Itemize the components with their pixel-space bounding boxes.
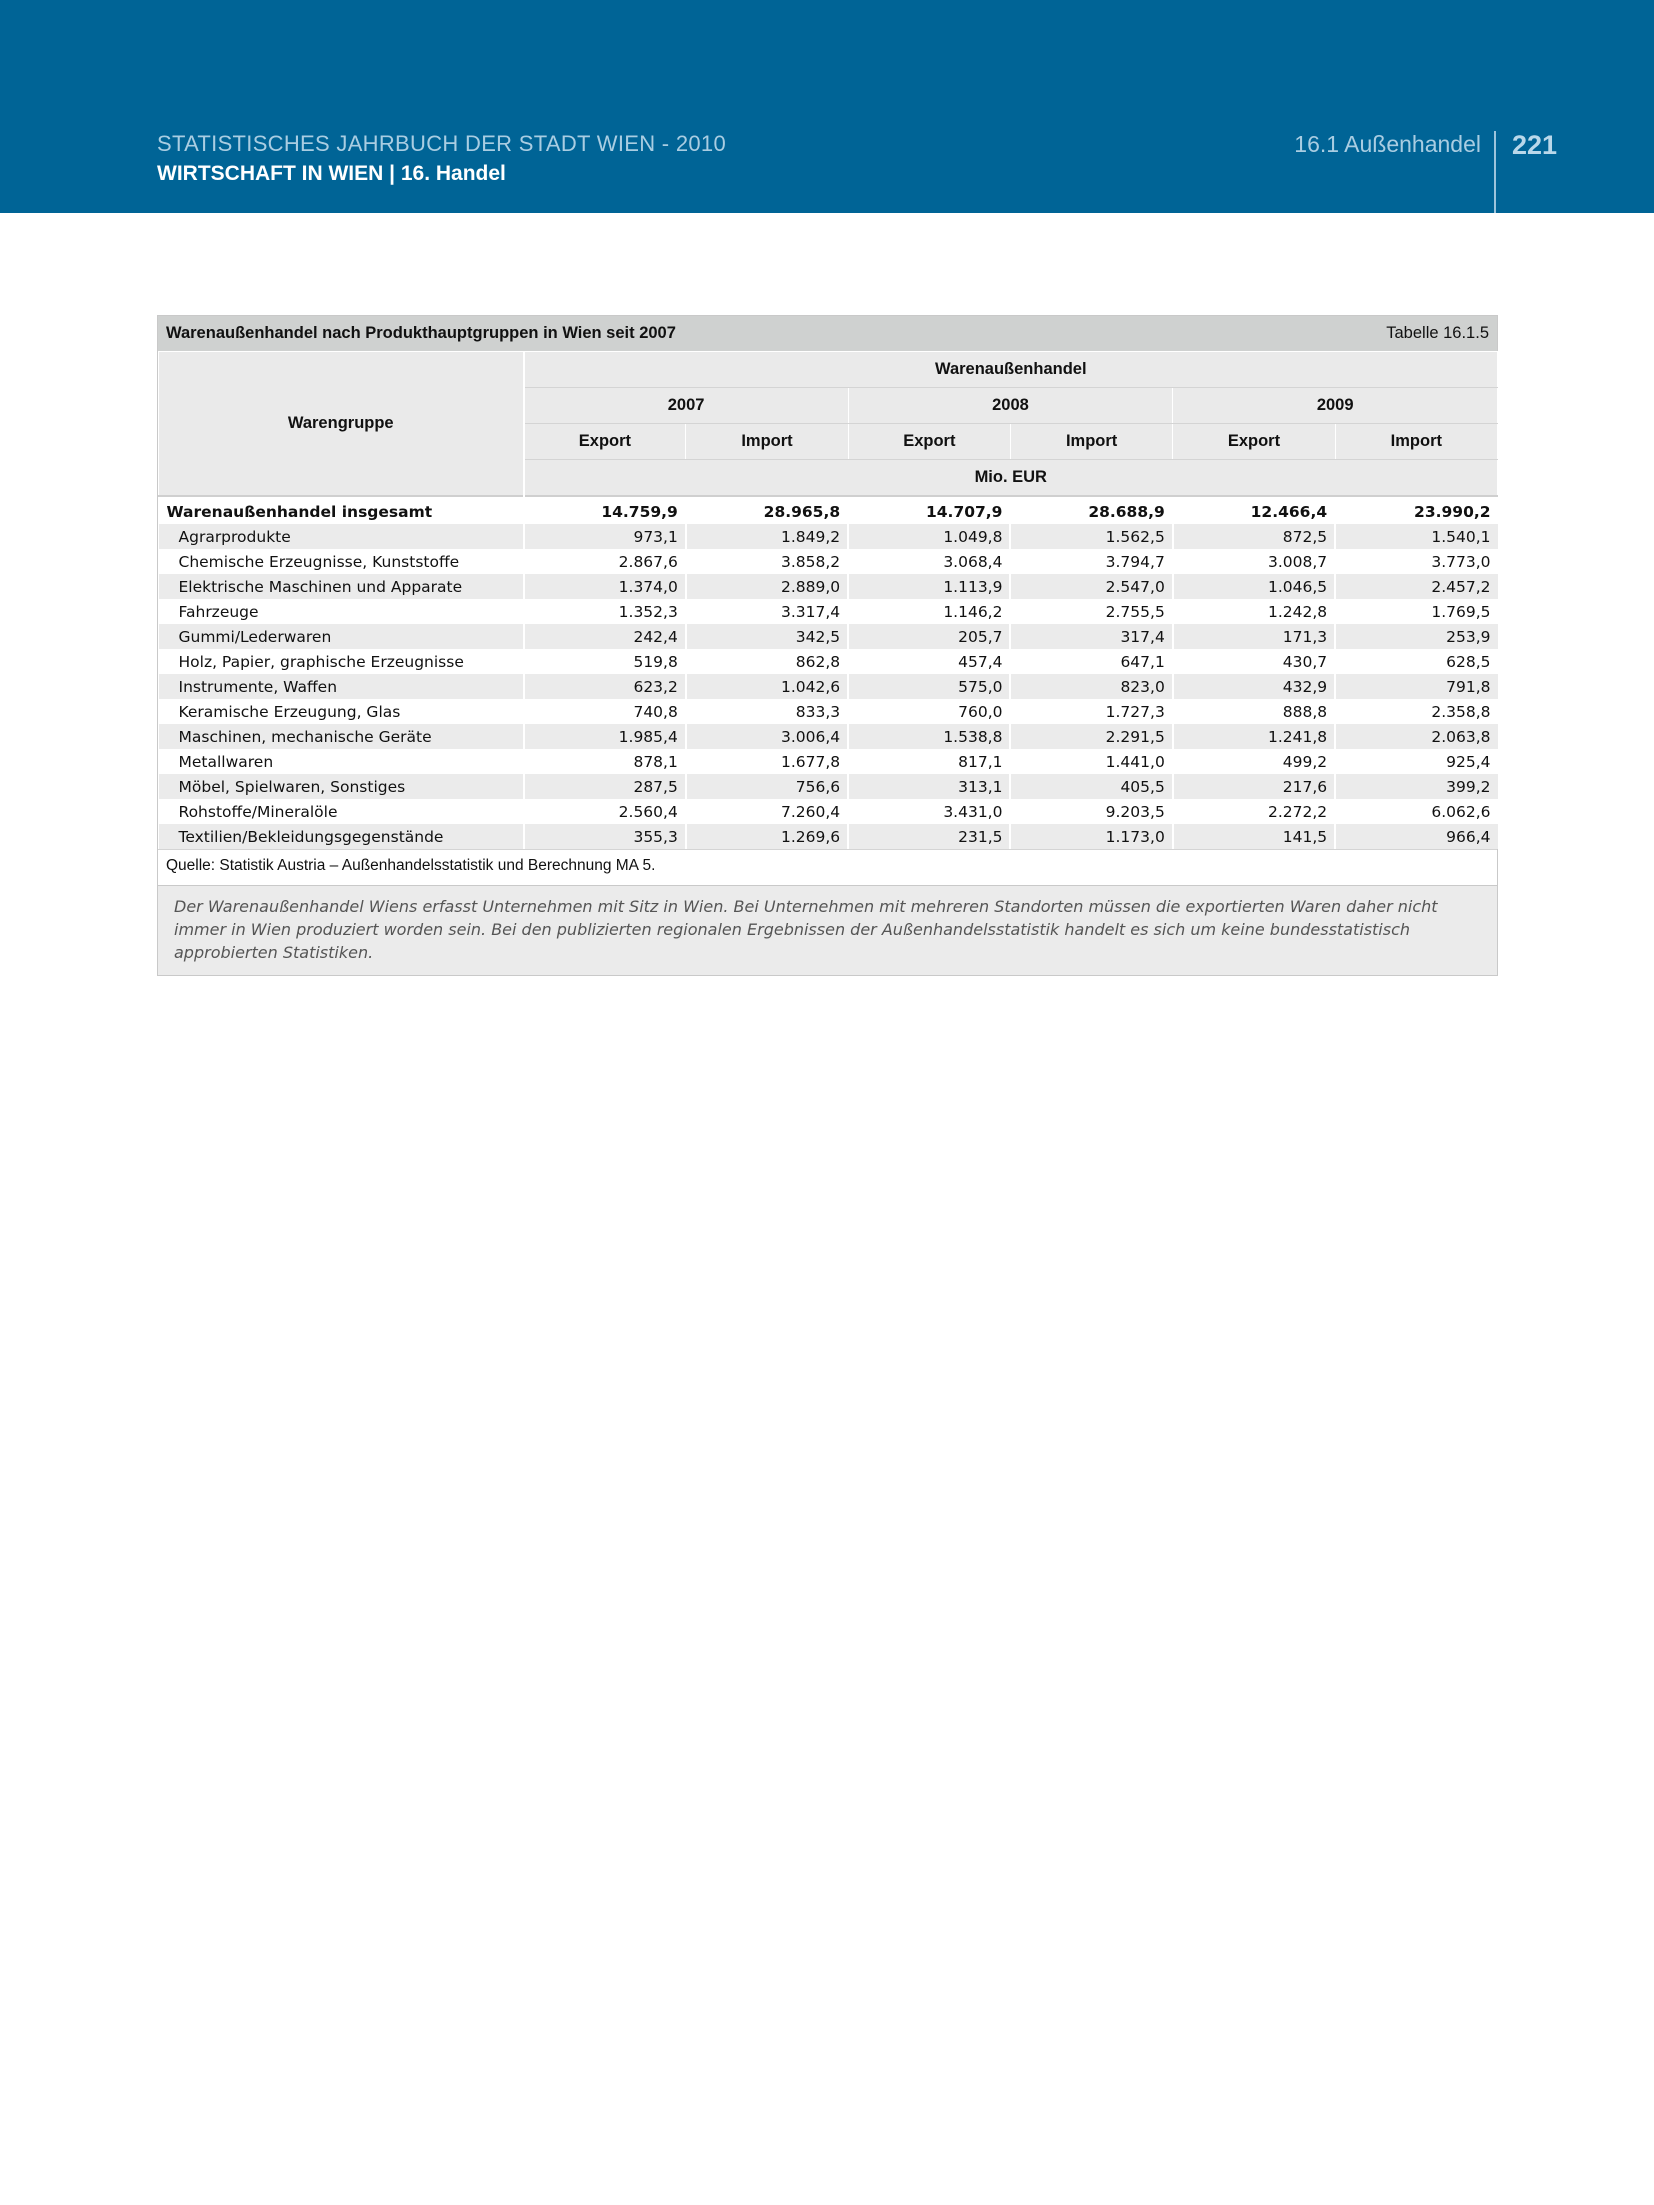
cell-value: 242,4 <box>524 624 686 649</box>
cell-value: 2.867,6 <box>524 549 686 574</box>
row-label: Gummi/Lederwaren <box>159 624 524 649</box>
cell-value: 925,4 <box>1335 749 1497 774</box>
cell-value: 2.547,0 <box>1010 574 1172 599</box>
row-label: Instrumente, Waffen <box>159 674 524 699</box>
cell-value: 313,1 <box>848 774 1010 799</box>
row-label: Fahrzeuge <box>159 599 524 624</box>
cell-value: 575,0 <box>848 674 1010 699</box>
header-export-2008: Export <box>848 424 1010 460</box>
table-title: Warenaußenhandel nach Produkthauptgruppen in Wien seit 2007 <box>166 324 676 342</box>
cell-value: 740,8 <box>524 699 686 724</box>
cell-value: 3.431,0 <box>848 799 1010 824</box>
cell-value: 2.358,8 <box>1335 699 1497 724</box>
table-note: Der Warenaußenhandel Wiens erfasst Unternehmen mit Sitz in Wien. Bei Unternehmen mit mehreren Standorten müssen die exportierten Waren daher nicht immer in Wien produziert worden sein. Bei den publizierten regionalen Ergebnissen der Außenhandelsstatistik handelt es sich um keine bundesstatistisch approbierten Statistiken. <box>158 885 1497 975</box>
table-row <box>159 799 1498 824</box>
cell-value: 1.985,4 <box>524 724 686 749</box>
cell-value: 1.538,8 <box>848 724 1010 749</box>
row-label: Keramische Erzeugung, Glas <box>159 699 524 724</box>
cell-value: 432,9 <box>1173 674 1335 699</box>
cell-value: 2.889,0 <box>686 574 848 599</box>
header-export-2007: Export <box>524 424 686 460</box>
cell-value: 878,1 <box>524 749 686 774</box>
cell-value: 171,3 <box>1173 624 1335 649</box>
cell-value: 1.042,6 <box>686 674 848 699</box>
cell-value: 1.441,0 <box>1010 749 1172 774</box>
cell-value: 1.540,1 <box>1335 524 1497 549</box>
cell-value: 1.146,2 <box>848 599 1010 624</box>
row-label: Warenaußenhandel insgesamt <box>159 496 524 524</box>
cell-value: 253,9 <box>1335 624 1497 649</box>
cell-value: 623,2 <box>524 674 686 699</box>
cell-value: 1.173,0 <box>1010 824 1172 849</box>
cell-value: 6.062,6 <box>1335 799 1497 824</box>
cell-value: 1.562,5 <box>1010 524 1172 549</box>
cell-value: 1.374,0 <box>524 574 686 599</box>
cell-value: 9.203,5 <box>1010 799 1172 824</box>
header-year-2009: 2009 <box>1173 388 1498 424</box>
table-row <box>159 674 1498 699</box>
cell-value: 1.241,8 <box>1173 724 1335 749</box>
cell-value: 519,8 <box>524 649 686 674</box>
cell-value: 1.849,2 <box>686 524 848 549</box>
row-label: Metallwaren <box>159 749 524 774</box>
cell-value: 817,1 <box>848 749 1010 774</box>
cell-value: 7.260,4 <box>686 799 848 824</box>
publication-title: STATISTISCHES JAHRBUCH DER STADT WIEN - 2010 <box>157 131 726 156</box>
row-label: Textilien/Bekleidungsgegenstände <box>159 824 524 849</box>
cell-value: 2.755,5 <box>1010 599 1172 624</box>
cell-value: 430,7 <box>1173 649 1335 674</box>
cell-value: 1.769,5 <box>1335 599 1497 624</box>
cell-value: 28.965,8 <box>686 496 848 524</box>
page-number: 221 <box>1512 130 1558 160</box>
row-label: Holz, Papier, graphische Erzeugnisse <box>159 649 524 674</box>
cell-value: 862,8 <box>686 649 848 674</box>
row-label: Elektrische Maschinen und Apparate <box>159 574 524 599</box>
cell-value: 231,5 <box>848 824 1010 849</box>
table-row <box>159 524 1498 549</box>
cell-value: 2.560,4 <box>524 799 686 824</box>
cell-value: 2.457,2 <box>1335 574 1497 599</box>
cell-value: 205,7 <box>848 624 1010 649</box>
cell-value: 833,3 <box>686 699 848 724</box>
trade-table <box>158 351 1498 849</box>
header-import-2008: Import <box>1010 424 1172 460</box>
table-row <box>159 749 1498 774</box>
header-export-2009: Export <box>1173 424 1335 460</box>
header-year-2008: 2008 <box>848 388 1173 424</box>
row-label: Maschinen, mechanische Geräte <box>159 724 524 749</box>
cell-value: 823,0 <box>1010 674 1172 699</box>
table-row-total <box>159 496 1498 524</box>
cell-value: 3.773,0 <box>1335 549 1497 574</box>
table-row <box>159 724 1498 749</box>
cell-value: 3.317,4 <box>686 599 848 624</box>
chapter-title: WIRTSCHAFT IN WIEN | 16. Handel <box>157 162 506 185</box>
cell-value: 888,8 <box>1173 699 1335 724</box>
cell-value: 342,5 <box>686 624 848 649</box>
section-title: 16.1 Außenhandel <box>1294 131 1481 157</box>
table-row <box>159 599 1498 624</box>
cell-value: 399,2 <box>1335 774 1497 799</box>
cell-value: 23.990,2 <box>1335 496 1497 524</box>
cell-value: 2.272,2 <box>1173 799 1335 824</box>
cell-value: 499,2 <box>1173 749 1335 774</box>
cell-value: 3.068,4 <box>848 549 1010 574</box>
cell-value: 1.727,3 <box>1010 699 1172 724</box>
cell-value: 756,6 <box>686 774 848 799</box>
cell-value: 872,5 <box>1173 524 1335 549</box>
cell-value: 3.794,7 <box>1010 549 1172 574</box>
cell-value: 2.291,5 <box>1010 724 1172 749</box>
row-label: Möbel, Spielwaren, Sonstiges <box>159 774 524 799</box>
cell-value: 12.466,4 <box>1173 496 1335 524</box>
page-header <box>0 0 1654 213</box>
table-row <box>159 574 1498 599</box>
table-row <box>159 824 1498 849</box>
cell-value: 405,5 <box>1010 774 1172 799</box>
cell-value: 973,1 <box>524 524 686 549</box>
cell-value: 791,8 <box>1335 674 1497 699</box>
cell-value: 14.759,9 <box>524 496 686 524</box>
table-row <box>159 774 1498 799</box>
header-import-2007: Import <box>686 424 848 460</box>
cell-value: 1.046,5 <box>1173 574 1335 599</box>
cell-value: 1.242,8 <box>1173 599 1335 624</box>
row-label: Agrarprodukte <box>159 524 524 549</box>
cell-value: 355,3 <box>524 824 686 849</box>
cell-value: 2.063,8 <box>1335 724 1497 749</box>
cell-value: 1.352,3 <box>524 599 686 624</box>
table-number: Tabelle 16.1.5 <box>1386 324 1489 342</box>
cell-value: 14.707,9 <box>848 496 1010 524</box>
cell-value: 317,4 <box>1010 624 1172 649</box>
cell-value: 1.677,8 <box>686 749 848 774</box>
header-warengruppe: Warengruppe <box>159 352 524 497</box>
header-year-2007: 2007 <box>524 388 849 424</box>
table-row <box>159 699 1498 724</box>
data-table-container <box>157 315 1498 976</box>
table-title-bar <box>158 316 1497 351</box>
cell-value: 628,5 <box>1335 649 1497 674</box>
table-source: Quelle: Statistik Austria – Außenhandelsstatistik und Berechnung MA 5. <box>158 849 1497 885</box>
cell-value: 3.006,4 <box>686 724 848 749</box>
cell-value: 966,4 <box>1335 824 1497 849</box>
cell-value: 760,0 <box>848 699 1010 724</box>
table-row <box>159 649 1498 674</box>
cell-value: 457,4 <box>848 649 1010 674</box>
header-unit: Mio. EUR <box>524 460 1498 497</box>
header-group: Warenaußenhandel <box>524 352 1498 388</box>
table-row <box>159 624 1498 649</box>
row-label: Rohstoffe/Mineralöle <box>159 799 524 824</box>
cell-value: 28.688,9 <box>1010 496 1172 524</box>
header-divider <box>1494 131 1496 213</box>
row-label: Chemische Erzeugnisse, Kunststoffe <box>159 549 524 574</box>
cell-value: 1.113,9 <box>848 574 1010 599</box>
cell-value: 3.008,7 <box>1173 549 1335 574</box>
cell-value: 1.049,8 <box>848 524 1010 549</box>
cell-value: 3.858,2 <box>686 549 848 574</box>
cell-value: 647,1 <box>1010 649 1172 674</box>
cell-value: 141,5 <box>1173 824 1335 849</box>
cell-value: 217,6 <box>1173 774 1335 799</box>
table-row <box>159 549 1498 574</box>
cell-value: 287,5 <box>524 774 686 799</box>
header-import-2009: Import <box>1335 424 1497 460</box>
cell-value: 1.269,6 <box>686 824 848 849</box>
